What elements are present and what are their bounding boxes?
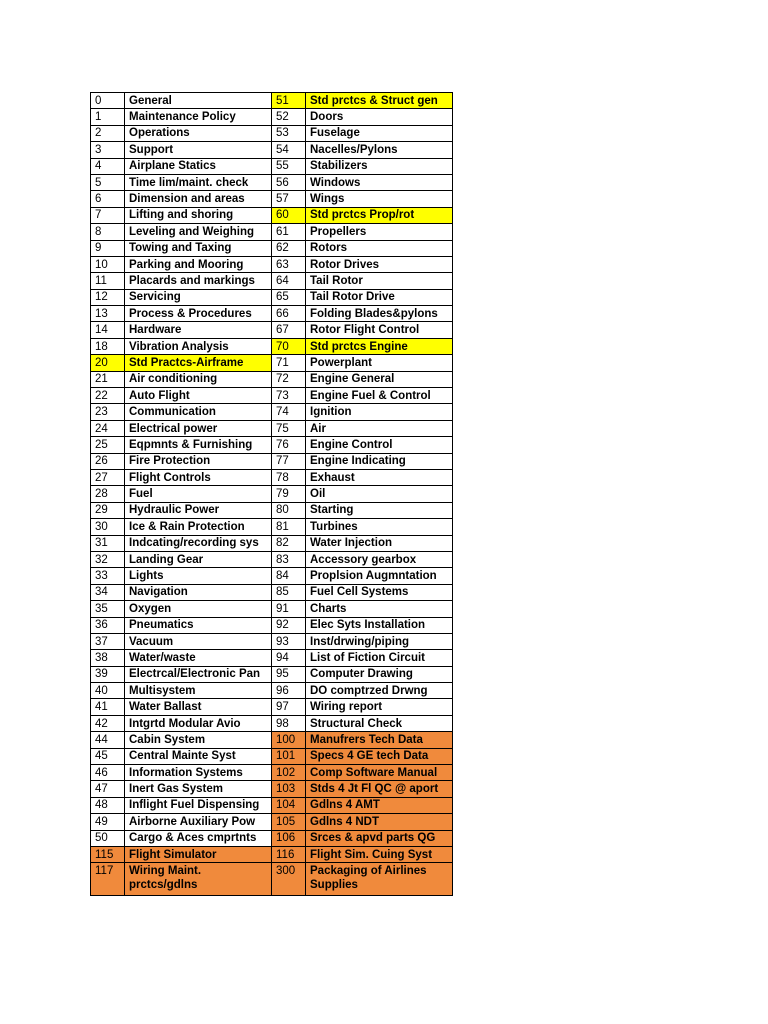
chapter-title-right: DO comptrzed Drwng	[306, 683, 453, 699]
chapter-number-right: 78	[272, 469, 306, 485]
chapter-number-left: 1	[91, 109, 125, 125]
table-row	[91, 650, 453, 666]
chapter-number-right: 95	[272, 666, 306, 682]
table-row	[91, 453, 453, 469]
chapter-title-right: Tail Rotor	[306, 273, 453, 289]
chapter-title-right: Ignition	[306, 404, 453, 420]
chapter-title-left: Process & Procedures	[125, 306, 272, 322]
chapter-number-right: 64	[272, 273, 306, 289]
table-row	[91, 666, 453, 682]
table-row	[91, 781, 453, 797]
table-row	[91, 584, 453, 600]
chapter-number-right: 55	[272, 158, 306, 174]
chapter-title-left: Auto Flight	[125, 388, 272, 404]
chapter-number-left: 20	[91, 355, 125, 371]
chapter-title-left: Flight Simulator	[125, 846, 272, 862]
chapter-title-right: Starting	[306, 502, 453, 518]
chapter-title-right: Manufrers Tech Data	[306, 732, 453, 748]
chapter-number-right: 60	[272, 207, 306, 223]
table-row	[91, 306, 453, 322]
chapter-number-right: 52	[272, 109, 306, 125]
chapter-title-right: Windows	[306, 174, 453, 190]
chapter-title-right: Wings	[306, 191, 453, 207]
chapter-title-right: Air	[306, 420, 453, 436]
chapter-title-left: Electrcal/Electronic Pan	[125, 666, 272, 682]
table-row	[91, 191, 453, 207]
chapter-title-right: Packaging of Airlines Supplies	[306, 863, 453, 896]
chapter-number-left: 49	[91, 814, 125, 830]
chapter-title-left: Lights	[125, 568, 272, 584]
chapter-title-left: Intgrtd Modular Avio	[125, 715, 272, 731]
chapter-number-left: 9	[91, 240, 125, 256]
table-row	[91, 502, 453, 518]
chapter-title-left: Placards and markings	[125, 273, 272, 289]
chapter-number-right: 53	[272, 125, 306, 141]
table-row	[91, 469, 453, 485]
table-row	[91, 601, 453, 617]
chapter-title-right: Engine Fuel & Control	[306, 388, 453, 404]
chapter-title-left: Airborne Auxiliary Pow	[125, 814, 272, 830]
chapter-title-right: Nacelles/Pylons	[306, 142, 453, 158]
chapter-number-right: 96	[272, 683, 306, 699]
chapter-title-left: Hydraulic Power	[125, 502, 272, 518]
table-row	[91, 207, 453, 223]
chapter-number-right: 63	[272, 256, 306, 272]
chapter-number-left: 37	[91, 633, 125, 649]
table-row	[91, 240, 453, 256]
chapter-title-left: Lifting and shoring	[125, 207, 272, 223]
chapter-title-right: Water Injection	[306, 535, 453, 551]
chapter-number-right: 98	[272, 715, 306, 731]
chapter-number-left: 28	[91, 486, 125, 502]
table-row	[91, 404, 453, 420]
ata-table-body	[91, 93, 453, 896]
ata-chapter-table	[90, 92, 453, 896]
table-row	[91, 109, 453, 125]
table-row	[91, 322, 453, 338]
chapter-title-left: General	[125, 93, 272, 109]
chapter-title-left: Fuel	[125, 486, 272, 502]
chapter-number-right: 67	[272, 322, 306, 338]
chapter-title-right: Gdlns 4 AMT	[306, 797, 453, 813]
chapter-number-left: 115	[91, 846, 125, 862]
chapter-number-right: 102	[272, 765, 306, 781]
chapter-number-right: 72	[272, 371, 306, 387]
table-row	[91, 846, 453, 862]
chapter-number-left: 50	[91, 830, 125, 846]
chapter-number-left: 47	[91, 781, 125, 797]
table-row	[91, 355, 453, 371]
chapter-title-left: Wiring Maint. prctcs/gdlns	[125, 863, 272, 896]
chapter-number-left: 7	[91, 207, 125, 223]
chapter-title-left: Ice & Rain Protection	[125, 519, 272, 535]
table-row	[91, 715, 453, 731]
chapter-number-left: 10	[91, 256, 125, 272]
table-row	[91, 273, 453, 289]
chapter-number-right: 66	[272, 306, 306, 322]
chapter-number-right: 81	[272, 519, 306, 535]
chapter-title-left: Support	[125, 142, 272, 158]
chapter-number-right: 85	[272, 584, 306, 600]
chapter-number-left: 26	[91, 453, 125, 469]
chapter-title-right: Wiring report	[306, 699, 453, 715]
chapter-number-right: 54	[272, 142, 306, 158]
table-row	[91, 535, 453, 551]
chapter-title-right: Gdlns 4 NDT	[306, 814, 453, 830]
chapter-title-right: Computer Drawing	[306, 666, 453, 682]
table-row	[91, 289, 453, 305]
chapter-number-left: 4	[91, 158, 125, 174]
chapter-number-left: 117	[91, 863, 125, 896]
chapter-number-left: 3	[91, 142, 125, 158]
table-row	[91, 371, 453, 387]
chapter-title-left: Central Mainte Syst	[125, 748, 272, 764]
chapter-title-right: List of Fiction Circuit	[306, 650, 453, 666]
chapter-title-right: Inst/drwing/piping	[306, 633, 453, 649]
chapter-number-right: 104	[272, 797, 306, 813]
chapter-number-left: 29	[91, 502, 125, 518]
chapter-title-right: Std prctcs Engine	[306, 338, 453, 354]
chapter-title-right: Oil	[306, 486, 453, 502]
table-row	[91, 830, 453, 846]
chapter-title-left: Airplane Statics	[125, 158, 272, 174]
chapter-number-left: 23	[91, 404, 125, 420]
chapter-number-right: 100	[272, 732, 306, 748]
table-row	[91, 486, 453, 502]
chapter-title-right: Rotor Drives	[306, 256, 453, 272]
chapter-number-left: 48	[91, 797, 125, 813]
chapter-title-left: Inflight Fuel Dispensing	[125, 797, 272, 813]
chapter-title-right: Std prctcs & Struct gen	[306, 93, 453, 109]
chapter-title-left: Water/waste	[125, 650, 272, 666]
chapter-number-right: 103	[272, 781, 306, 797]
chapter-number-left: 34	[91, 584, 125, 600]
chapter-number-left: 24	[91, 420, 125, 436]
chapter-number-left: 0	[91, 93, 125, 109]
chapter-title-right: Comp Software Manual	[306, 765, 453, 781]
chapter-title-left: Navigation	[125, 584, 272, 600]
chapter-title-left: Fire Protection	[125, 453, 272, 469]
chapter-title-left: Communication	[125, 404, 272, 420]
chapter-title-right: Specs 4 GE tech Data	[306, 748, 453, 764]
chapter-title-right: Tail Rotor Drive	[306, 289, 453, 305]
chapter-title-left: Pneumatics	[125, 617, 272, 633]
chapter-title-left: Vacuum	[125, 633, 272, 649]
table-row	[91, 765, 453, 781]
chapter-title-left: Cabin System	[125, 732, 272, 748]
chapter-title-right: Engine Indicating	[306, 453, 453, 469]
table-row	[91, 568, 453, 584]
chapter-title-left: Information Systems	[125, 765, 272, 781]
table-row	[91, 617, 453, 633]
chapter-number-right: 80	[272, 502, 306, 518]
chapter-number-left: 12	[91, 289, 125, 305]
chapter-number-right: 73	[272, 388, 306, 404]
chapter-title-left: Towing and Taxing	[125, 240, 272, 256]
chapter-number-left: 36	[91, 617, 125, 633]
chapter-title-right: Elec Syts Installation	[306, 617, 453, 633]
chapter-number-right: 92	[272, 617, 306, 633]
chapter-number-left: 44	[91, 732, 125, 748]
chapter-title-left: Flight Controls	[125, 469, 272, 485]
table-row	[91, 224, 453, 240]
table-row	[91, 93, 453, 109]
chapter-title-left: Inert Gas System	[125, 781, 272, 797]
chapter-number-left: 2	[91, 125, 125, 141]
chapter-title-left: Multisystem	[125, 683, 272, 699]
chapter-number-left: 27	[91, 469, 125, 485]
chapter-title-right: Srces & apvd parts QG	[306, 830, 453, 846]
table-row	[91, 437, 453, 453]
table-row	[91, 863, 453, 896]
chapter-title-left: Operations	[125, 125, 272, 141]
chapter-number-right: 56	[272, 174, 306, 190]
chapter-title-right: Rotors	[306, 240, 453, 256]
table-row	[91, 142, 453, 158]
chapter-number-right: 106	[272, 830, 306, 846]
chapter-number-left: 13	[91, 306, 125, 322]
chapter-number-right: 70	[272, 338, 306, 354]
chapter-number-right: 116	[272, 846, 306, 862]
chapter-number-left: 14	[91, 322, 125, 338]
chapter-number-right: 91	[272, 601, 306, 617]
chapter-number-left: 40	[91, 683, 125, 699]
chapter-number-right: 300	[272, 863, 306, 896]
table-row	[91, 551, 453, 567]
chapter-number-right: 71	[272, 355, 306, 371]
table-row	[91, 256, 453, 272]
chapter-title-left: Electrical power	[125, 420, 272, 436]
chapter-number-left: 38	[91, 650, 125, 666]
table-row	[91, 797, 453, 813]
chapter-number-right: 57	[272, 191, 306, 207]
chapter-number-left: 30	[91, 519, 125, 535]
chapter-title-right: Stds 4 Jt Fl QC @ aport	[306, 781, 453, 797]
chapter-title-right: Propellers	[306, 224, 453, 240]
chapter-number-right: 93	[272, 633, 306, 649]
chapter-title-left: Time lim/maint. check	[125, 174, 272, 190]
chapter-number-right: 94	[272, 650, 306, 666]
chapter-number-left: 41	[91, 699, 125, 715]
table-row	[91, 158, 453, 174]
chapter-number-right: 74	[272, 404, 306, 420]
chapter-title-right: Exhaust	[306, 469, 453, 485]
chapter-number-left: 18	[91, 338, 125, 354]
chapter-title-right: Stabilizers	[306, 158, 453, 174]
chapter-number-left: 35	[91, 601, 125, 617]
chapter-title-right: Accessory gearbox	[306, 551, 453, 567]
table-row	[91, 388, 453, 404]
chapter-title-left: Std Practcs-Airframe	[125, 355, 272, 371]
table-row	[91, 633, 453, 649]
chapter-number-right: 83	[272, 551, 306, 567]
chapter-title-left: Cargo & Aces cmprtnts	[125, 830, 272, 846]
table-row	[91, 125, 453, 141]
chapter-number-right: 101	[272, 748, 306, 764]
chapter-title-left: Eqpmnts & Furnishing	[125, 437, 272, 453]
chapter-title-left: Maintenance Policy	[125, 109, 272, 125]
chapter-title-right: Powerplant	[306, 355, 453, 371]
chapter-number-left: 11	[91, 273, 125, 289]
table-row	[91, 683, 453, 699]
chapter-number-right: 77	[272, 453, 306, 469]
chapter-title-right: Rotor Flight Control	[306, 322, 453, 338]
chapter-number-right: 84	[272, 568, 306, 584]
chapter-number-right: 62	[272, 240, 306, 256]
chapter-title-left: Water Ballast	[125, 699, 272, 715]
chapter-number-left: 39	[91, 666, 125, 682]
chapter-number-right: 79	[272, 486, 306, 502]
chapter-title-left: Oxygen	[125, 601, 272, 617]
table-row	[91, 732, 453, 748]
table-row	[91, 338, 453, 354]
chapter-number-left: 32	[91, 551, 125, 567]
chapter-number-left: 21	[91, 371, 125, 387]
chapter-number-right: 76	[272, 437, 306, 453]
chapter-title-left: Landing Gear	[125, 551, 272, 567]
chapter-title-left: Hardware	[125, 322, 272, 338]
chapter-title-right: Doors	[306, 109, 453, 125]
table-row	[91, 699, 453, 715]
chapter-title-right: Structural Check	[306, 715, 453, 731]
chapter-number-left: 8	[91, 224, 125, 240]
chapter-number-left: 42	[91, 715, 125, 731]
chapter-number-right: 97	[272, 699, 306, 715]
chapter-number-right: 65	[272, 289, 306, 305]
chapter-title-left: Indcating/recording sys	[125, 535, 272, 551]
chapter-number-right: 61	[272, 224, 306, 240]
table-row	[91, 420, 453, 436]
chapter-number-left: 22	[91, 388, 125, 404]
chapter-number-left: 31	[91, 535, 125, 551]
chapter-number-left: 25	[91, 437, 125, 453]
chapter-number-left: 46	[91, 765, 125, 781]
chapter-title-right: Std prctcs Prop/rot	[306, 207, 453, 223]
chapter-number-right: 75	[272, 420, 306, 436]
chapter-number-left: 33	[91, 568, 125, 584]
chapter-number-right: 105	[272, 814, 306, 830]
chapter-title-left: Parking and Mooring	[125, 256, 272, 272]
chapter-title-left: Servicing	[125, 289, 272, 305]
chapter-title-right: Fuel Cell Systems	[306, 584, 453, 600]
chapter-number-right: 51	[272, 93, 306, 109]
table-row	[91, 748, 453, 764]
chapter-title-right: Engine Control	[306, 437, 453, 453]
chapter-title-left: Vibration Analysis	[125, 338, 272, 354]
chapter-title-left: Leveling and Weighing	[125, 224, 272, 240]
chapter-title-right: Folding Blades&pylons	[306, 306, 453, 322]
chapter-title-right: Proplsion Augmntation	[306, 568, 453, 584]
chapter-title-right: Engine General	[306, 371, 453, 387]
chapter-number-left: 6	[91, 191, 125, 207]
chapter-number-left: 45	[91, 748, 125, 764]
table-row	[91, 174, 453, 190]
chapter-title-left: Dimension and areas	[125, 191, 272, 207]
table-row	[91, 814, 453, 830]
chapter-title-right: Turbines	[306, 519, 453, 535]
chapter-title-right: Charts	[306, 601, 453, 617]
table-row	[91, 519, 453, 535]
chapter-number-right: 82	[272, 535, 306, 551]
chapter-title-right: Fuselage	[306, 125, 453, 141]
chapter-title-right: Flight Sim. Cuing Syst	[306, 846, 453, 862]
chapter-title-left: Air conditioning	[125, 371, 272, 387]
chapter-number-left: 5	[91, 174, 125, 190]
